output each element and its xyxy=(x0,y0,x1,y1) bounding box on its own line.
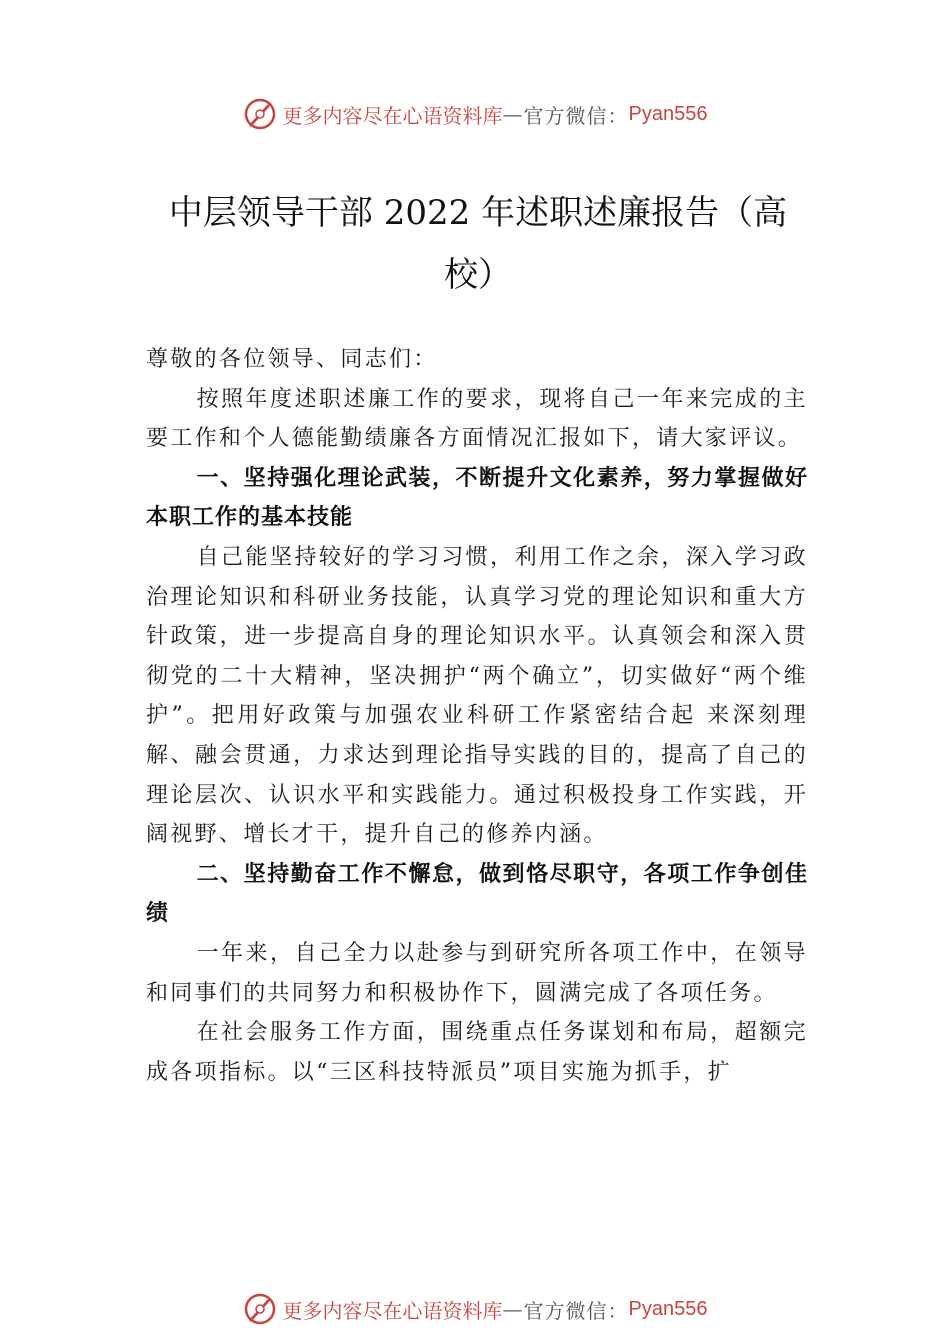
salutation: 尊敬的各位领导、同志们： xyxy=(146,347,438,372)
section-1-heading: 一、坚持强化理论武装，不断提升文化素养，努力掌握做好本职工作的基本技能 xyxy=(146,465,808,531)
section-2-heading: 二、坚持勤奋工作不懈怠，做到恪尽职守，各项工作争创佳绩 xyxy=(146,861,808,927)
watermark-wechat-label: 官方微信： xyxy=(523,1298,629,1323)
document-title: 中层领导干部 2022 年述职述廉报告（高校） xyxy=(168,193,788,295)
watermark-wechat-label: 官方微信： xyxy=(523,103,629,128)
watermark-site-label: 更多内容尽在心语资料库 xyxy=(282,103,503,128)
watermark-dash: — xyxy=(502,102,524,126)
watermark-banner-bottom xyxy=(0,1289,950,1329)
watermark-dash: — xyxy=(502,1297,524,1321)
quill-logo-icon xyxy=(243,1292,277,1326)
watermark-wechat-id: Pyan556 xyxy=(628,102,708,125)
watermark-site-label: 更多内容尽在心语资料库 xyxy=(282,1298,503,1323)
section-2-paragraph-1: 一年来，自己全力以赴参与到研究所各项工作中，在领导和同事们的共同努力和积极协作下，圆满完成了各项任务。 xyxy=(146,940,808,1006)
intro-paragraph: 按照年度述职述廉工作的要求，现将自己一年来完成的主要工作和个人德能勤绩廉各方面情况汇报如下，请大家评议。 xyxy=(146,386,808,452)
section-2-paragraph-2: 在社会服务工作方面，围绕重点任务谋划和布局，超额完成各项指标。以“三区科技特派员”项目实施为抓手，扩 xyxy=(146,1020,808,1085)
quill-logo-icon xyxy=(243,97,277,131)
section-1-paragraph: 自己能坚持较好的学习习惯，利用工作之余，深入学习政治理论知识和科研业务技能，认真学习党的理论知识和重大方针政策，进一步提高自身的理论知识水平。认真领会和深入贯彻党的二十大精神，坚决拥护“两个确立”，切实做好“两个维护”。把用好政策与加强农业科研工作紧密结合起 来深刻理解、融会贯通，力求达到理论指导实践的目的，提高了自己的理论层次、认识水平和实践能力。通过积极投身工作实践，开阔视野、增长才干，提升自己的修养内涵。 xyxy=(146,544,808,848)
watermark-wechat-id: Pyan556 xyxy=(628,1297,708,1320)
document-body xyxy=(146,340,808,1092)
watermark-banner-top xyxy=(0,94,950,134)
